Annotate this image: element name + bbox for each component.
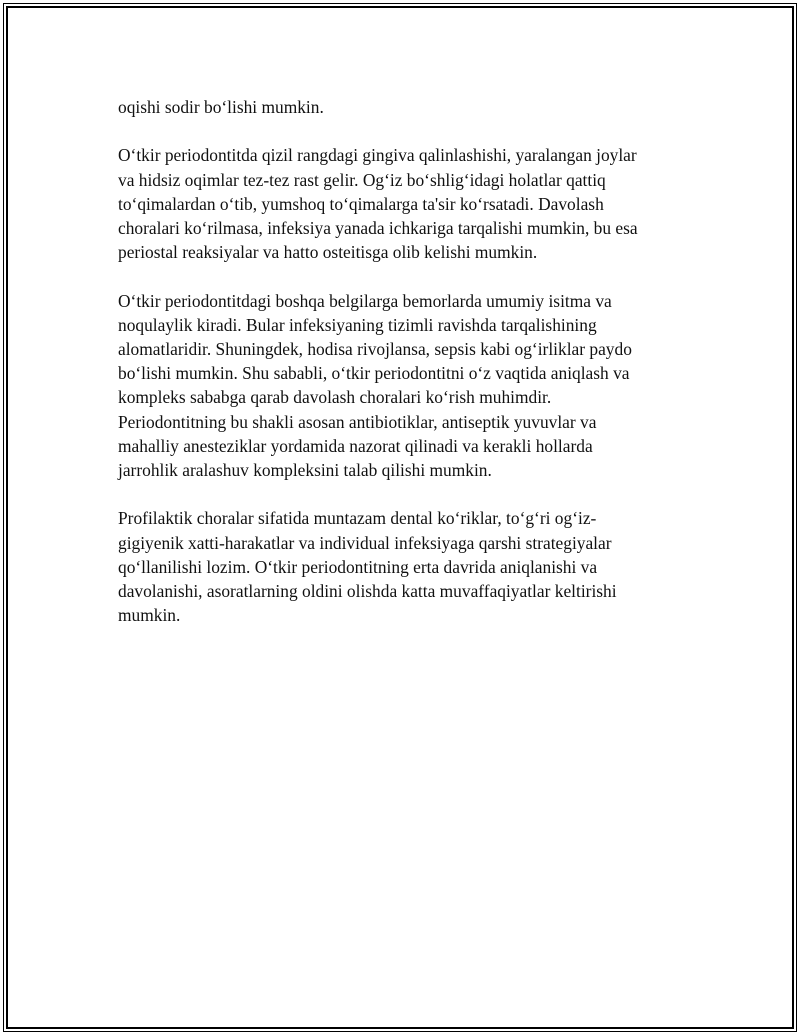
paragraph-prevention: Profilaktik choralar sifatida muntazam dental ko‘riklar, to‘g‘ri og‘iz- gigiyenik xatti-harakatlar va individual infeksiyaga qarshi strategiyalar qo‘llanilishi lozim. O‘tkir periodontitning erta davrida aniqlanishi va davolanishi, asoratlarning oldini olishda katta muvaffaqiyatlar keltirishi mumkin.: [118, 508, 617, 626]
paragraph-symptoms: O‘tkir periodontitda qizil rangdagi gingiva qalinlashishi, yaralangan joylar va hidsiz oqimlar tez-tez rast gelir. Og‘iz bo‘shlig‘idagi holatlar qattiq to‘qimalardan o‘tib, yumshoq to‘qimalarga ta'sir ko‘rsatadi. Davolash choralari ko‘rilmasa, infeksiya yanada ichkariga tarqalishi mumkin, bu esa periostal reaksiyalar va hatto osteitisga olib kelishi mumkin.: [118, 145, 638, 263]
paragraph-systemic-signs: O‘tkir periodontitdagi boshqa belgilarga bemorlarda umumiy isitma va noqulaylik kiradi. Bular infeksiyaning tizimli ravishda tarqalishining alomatlaridir. Shuningdek, hodisa rivojlansa, sepsis kabi og‘irliklar paydo bo‘lishi mumkin. Shu sababli, o‘tkir periodontitni o‘z vaqtida aniqlash va kompleks sababga qarab davolash choralari ko‘rish muhimdir. Periodontitning bu shakli asosan antibiotiklar, antiseptik yuvuvlar va mahalliy anesteziklar yordamida nazorat qilinadi va kerakli hollarda jarrohlik aralashuv kompleksini talab qilishi mumkin.: [118, 290, 632, 481]
paragraph-continuation: oqishi sodir bo‘lishi mumkin.: [118, 97, 324, 117]
page-frame: [6, 6, 794, 1029]
document-body: [118, 95, 678, 652]
